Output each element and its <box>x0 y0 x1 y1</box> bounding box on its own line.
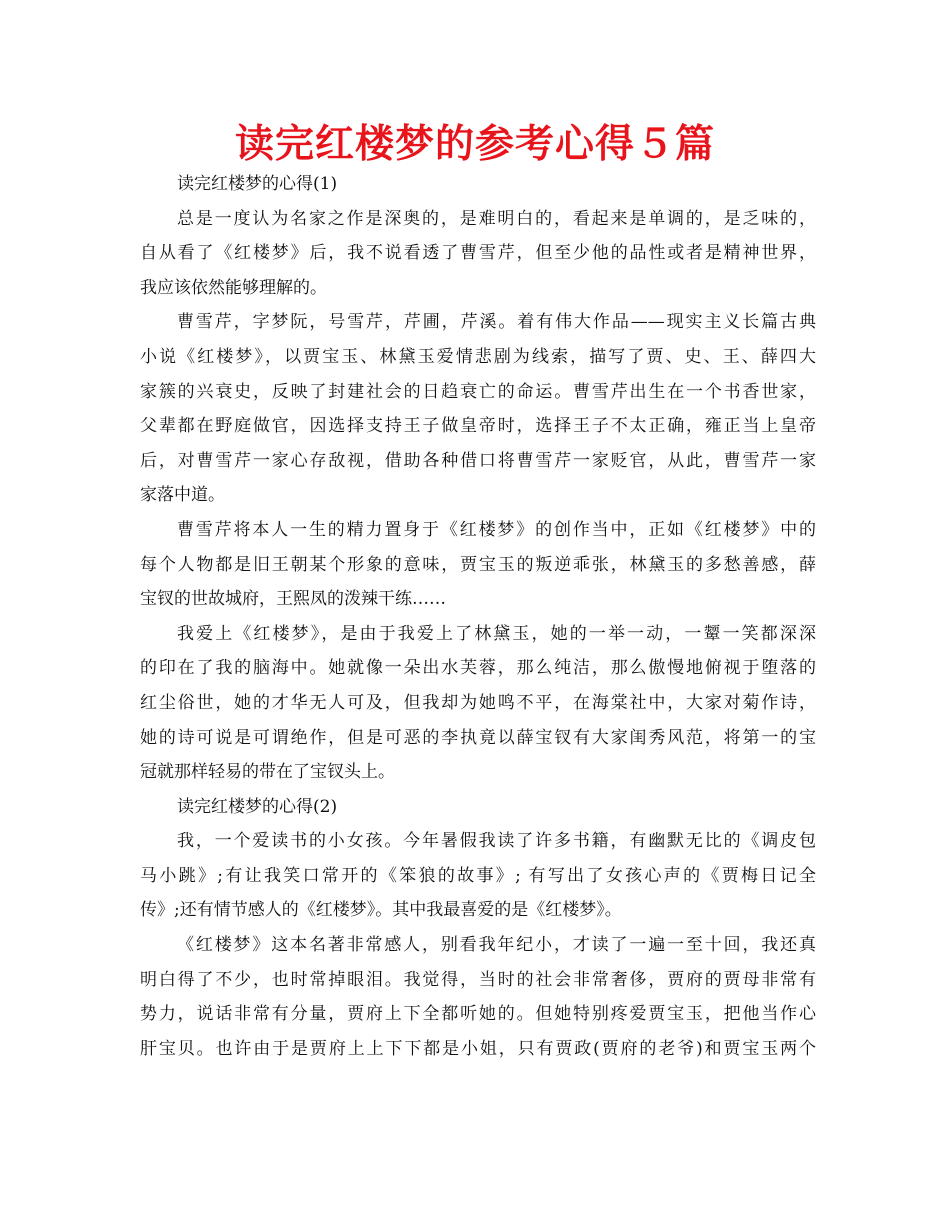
text-line: 父辈都在野庭做官，因选择支持王子做皇帝时，选择王子不太正确，雍正当上皇帝 <box>140 416 816 437</box>
text-line: 小说《红楼梦》，以贾宝玉、林黛玉爱情悲剧为线索，描写了贾、史、王、薛四大 <box>140 346 816 367</box>
text-line: 读完红楼梦的心得(1) <box>177 174 338 194</box>
text-line: 势力，说话非常有分量，贾府上下全都听她的。但她特别疼爱贾宝玉，把他当作心 <box>140 1004 816 1025</box>
text-line: 曹雪芹，字梦阮，号雪芹，芹圃，芹溪。着有伟大作品——现实主义长篇古典 <box>177 312 816 333</box>
document-body <box>140 167 816 1066</box>
text-line: 总是一度认为名家之作是深奥的，是难明白的，看起来是单调的，是乏味的， <box>177 208 816 229</box>
text-line: 宝钗的世故城府，王熙凤的泼辣干练…… <box>140 589 446 610</box>
text-line: 冠就那样轻易的带在了宝钗头上。 <box>140 762 395 783</box>
text-line: 传》;还有情节感人的《红楼梦》。其中我最喜爱的是《红楼梦》。 <box>140 900 622 921</box>
text-line: 肝宝贝。也许由于是贾府上上下下都是小姐，只有贾政(贾府的老爷)和贾宝玉两个 <box>140 1038 816 1059</box>
text-line: 我爱上《红楼梦》，是由于我爱上了林黛玉，她的一举一动，一颦一笑都深深 <box>177 623 816 644</box>
text-line: 她的诗可说是可谓绝作，但是可恶的李执竟以薛宝钗有大家闺秀风范，将第一的宝 <box>140 727 816 748</box>
text-line: 我，一个爱读书的小女孩。今年暑假我读了许多书籍，有幽默无比的《调皮包 <box>177 831 816 852</box>
text-line: 的印在了我的脑海中。她就像一朵出水芙蓉，那么纯洁，那么傲慢地俯视于堕落的 <box>140 658 816 679</box>
text-line: 家簇的兴衰史，反映了封建社会的日趋衰亡的命运。曹雪芹出生在一个书香世家， <box>140 381 816 402</box>
text-line: 《红楼梦》这本名著非常感人，别看我年纪小，才读了一遍一至十回，我还真 <box>177 935 816 956</box>
text-line: 马小跳》;有让我笑口常开的《笨狼的故事》; 有写出了女孩心声的《贾梅日记全 <box>140 865 816 886</box>
text-line: 读完红楼梦的心得(2) <box>177 796 338 817</box>
text-line: 红尘俗世，她的才华无人可及，但我却为她鸣不平，在海棠社中，大家对菊作诗， <box>140 692 816 713</box>
text-line: 明白得了不少，也时常掉眼泪。我觉得，当时的社会非常奢侈，贾府的贾母非常有 <box>140 969 816 990</box>
text-line: 家落中道。 <box>140 485 225 506</box>
text-line: 每个人物都是旧王朝某个形象的意味，贾宝玉的叛逆乖张，林黛玉的多愁善感，薛 <box>140 554 816 575</box>
text-line: 后，对曹雪芹一家心存敌视，借助各种借口将曹雪芹一家贬官，从此，曹雪芹一家 <box>140 450 816 471</box>
text-line: 曹雪芹将本人一生的精力置身于《红楼梦》的创作当中，正如《红楼梦》中的 <box>177 519 816 540</box>
text-line: 我应该依然能够理解的。 <box>140 277 327 298</box>
document-title: 读完红楼梦的参考心得５篇 <box>234 122 715 167</box>
text-line: 自从看了《红楼梦》后，我不说看透了曹雪芹，但至少他的品性或者是精神世界， <box>140 243 816 264</box>
